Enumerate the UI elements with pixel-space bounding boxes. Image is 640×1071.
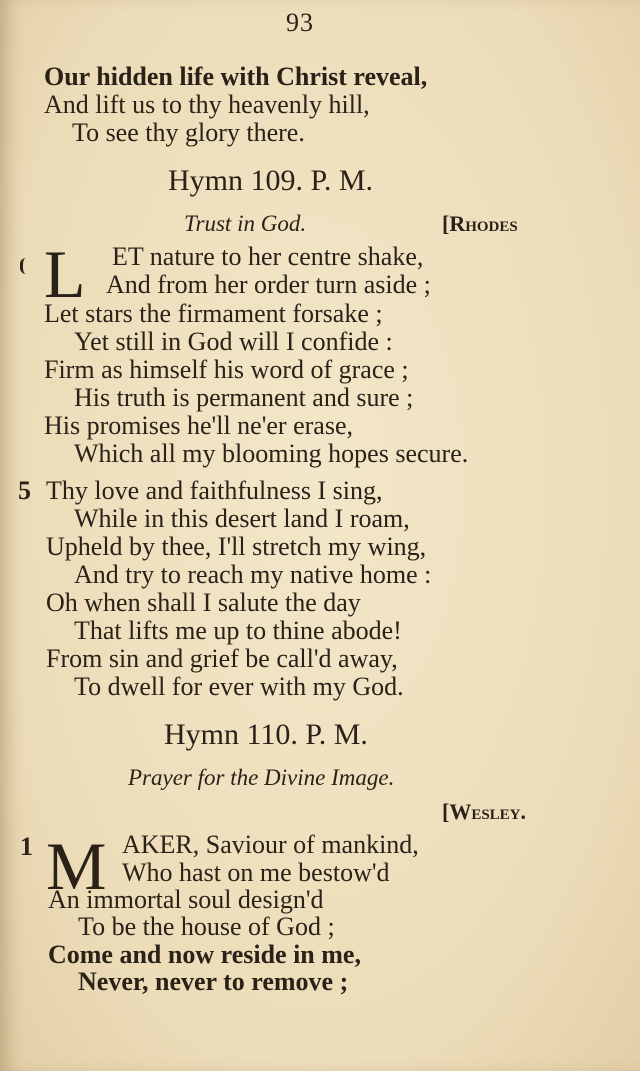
- verse-number: 5: [18, 476, 31, 505]
- verse-line: To be the house of God ;: [78, 912, 335, 941]
- dropcap-M: M: [46, 828, 107, 904]
- continuation-line: And lift us to thy heavenly hill,: [44, 90, 370, 119]
- verse-line: Which all my blooming hopes secure.: [74, 439, 469, 468]
- verse-line: ET nature to her centre shake,: [112, 242, 424, 271]
- verse-line: Come and now reside in me,: [48, 940, 361, 969]
- hymn-110-heading: Hymn 110. P. M.: [164, 718, 368, 751]
- verse-line: Never, never to remove ;: [78, 967, 349, 996]
- verse-line: AKER, Saviour of mankind,: [122, 830, 419, 859]
- verse-line: His promises he'll ne'er erase,: [44, 411, 353, 440]
- verse-line: Let stars the firmament forsake ;: [44, 299, 383, 328]
- verse-line: Yet still in God will I confide :: [74, 327, 393, 356]
- verse-line: To dwell for ever with my God.: [74, 672, 404, 701]
- hymn-110-subtitle: Prayer for the Divine Image.: [128, 765, 395, 790]
- verse-line: Who hast on me bestow'd: [122, 858, 390, 887]
- verse-line: From sin and grief be call'd away,: [46, 644, 398, 673]
- verse-line: And from her order turn aside ;: [106, 270, 431, 299]
- hymn-110-composer: [Wesley.: [442, 799, 527, 824]
- verse-line: Firm as himself his word of grace ;: [44, 355, 409, 384]
- dropcap-L: L: [44, 236, 86, 312]
- page-number: 93: [286, 8, 314, 37]
- verse-number: 1: [20, 832, 33, 861]
- verse-line: An immortal soul design'd: [48, 885, 324, 914]
- verse-marker: [20, 258, 29, 274]
- verse-line: Thy love and faithfulness I sing,: [46, 476, 383, 505]
- verse-line: That lifts me up to thine abode!: [74, 616, 402, 645]
- hymn-109-heading: Hymn 109. P. M.: [168, 164, 374, 197]
- verse-line: Upheld by thee, I'll stretch my wing,: [46, 532, 427, 561]
- continuation-line: To see thy glory there.: [72, 118, 305, 147]
- hymn-109-composer: [Rhodes: [442, 211, 518, 236]
- verse-line: His truth is permanent and sure ;: [74, 383, 414, 412]
- verse-line: And try to reach my native home :: [74, 560, 432, 589]
- hymn-109-subtitle: Trust in God.: [184, 211, 307, 236]
- verse-line: Oh when shall I salute the day: [46, 588, 361, 617]
- continuation-line: Our hidden life with Christ reveal,: [44, 62, 428, 91]
- verse-line: While in this desert land I roam,: [74, 504, 410, 533]
